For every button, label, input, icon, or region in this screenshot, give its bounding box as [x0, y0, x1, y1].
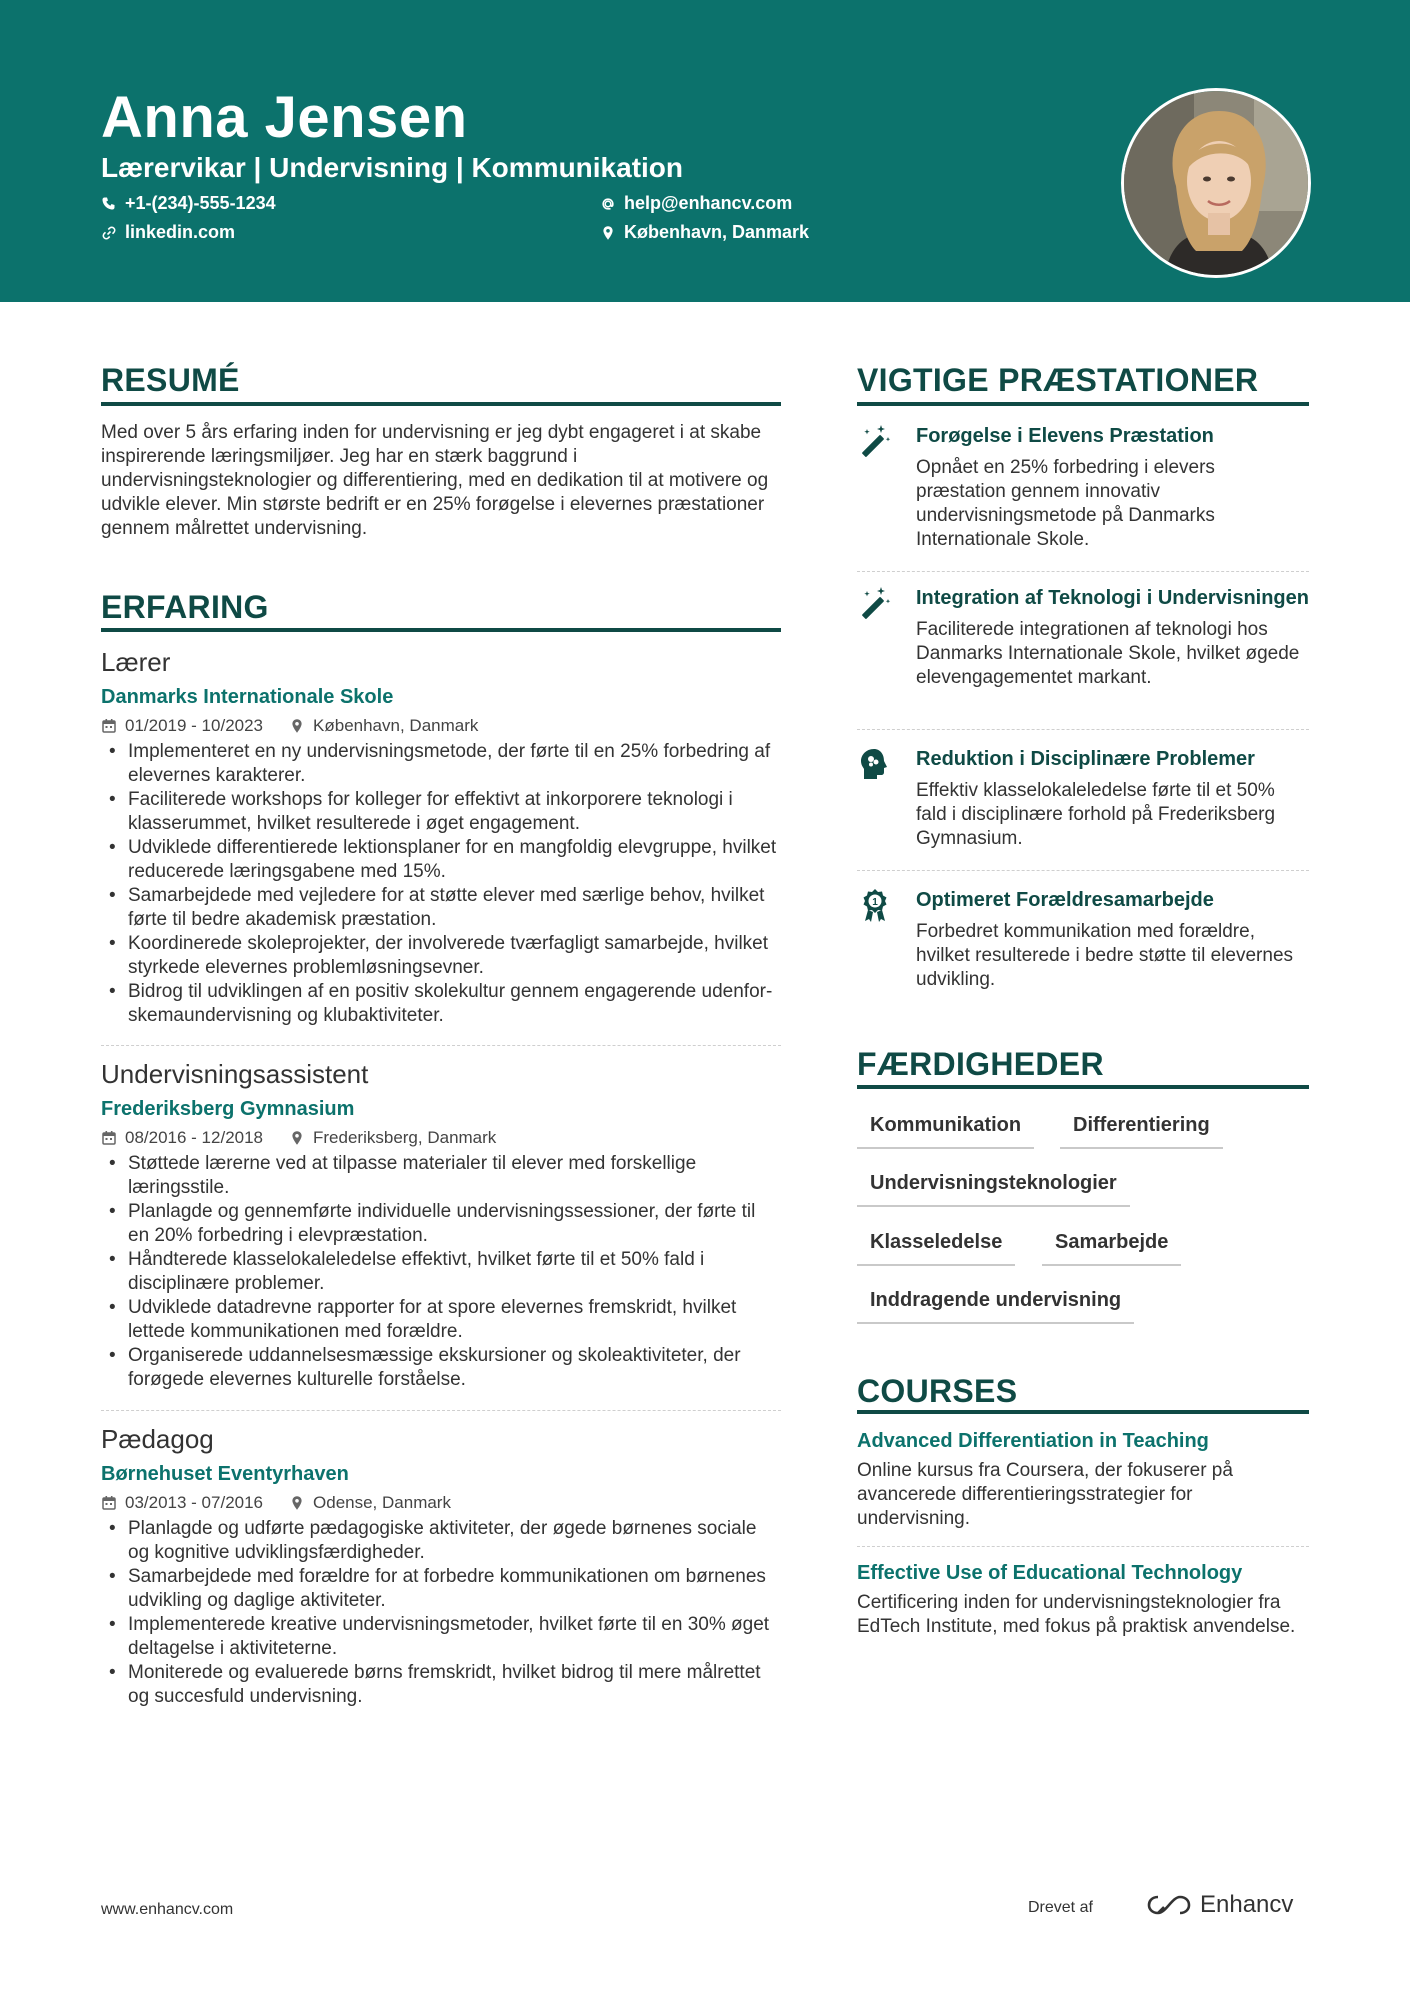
award-badge-icon: [857, 887, 893, 923]
achievement-item: [857, 746, 1309, 851]
job-company: Frederiksberg Gymnasium: [101, 1098, 355, 1120]
magic-wand-icon: [857, 585, 893, 621]
course-title: Advanced Differentiation in Teaching: [857, 1430, 1209, 1452]
skills-heading: FÆRDIGHEDER: [857, 1046, 1104, 1082]
summary-heading: RESUMÉ: [101, 362, 240, 398]
experience-rule: [101, 628, 781, 632]
job-entry: [101, 646, 781, 1028]
job-title: Lærer: [101, 647, 171, 677]
footer-brand-text: Enhancv: [1200, 1891, 1294, 1918]
bullet-item: • Faciliterede workshops for kolleger for effektivt at inkorporere teknologi i klasserummet, hvilket resulterede i øget engagement.: [101, 788, 781, 836]
achievement-item: [857, 887, 1309, 992]
bullet-item: • Samarbejdede med vejledere for at støtte elever med særlige behov, hvilket førte til bedre akademisk præstation.: [101, 884, 781, 932]
summary-text: Med over 5 års erfaring inden for undervisning er jeg dybt engageret i at skabe inspirerende læringsmiljøer. Jeg har en stærk baggrund i undervisningsteknologier og differentiering, med en dedikation til at motivere og udvikle elever. Min største bedrift er en 25% forøgelse i elevernes præstationer gennem målrettet undervisning.: [101, 422, 769, 539]
skill-tag: Kommunikation: [857, 1114, 1034, 1149]
achievement-divider: [857, 729, 1309, 730]
job-entry: [101, 1423, 781, 1709]
achievement-item: [857, 585, 1309, 690]
course-desc: Certificering inden for undervisningsteknologier fra EdTech Institute, med fokus på praktisk anvendelse.: [857, 1592, 1296, 1637]
candidate-subtitle: Lærervikar | Undervisning | Kommunikation: [101, 152, 684, 183]
job-company: Børnehuset Eventyrhaven: [101, 1463, 349, 1485]
job-dates: [101, 715, 263, 737]
achievement-title: Reduktion i Disciplinære Problemer: [916, 748, 1255, 770]
job-title: Undervisningsassistent: [101, 1059, 369, 1089]
skill-tag: Klasseledelse: [857, 1231, 1015, 1266]
job-title: Pædagog: [101, 1424, 214, 1454]
calendar-icon: [101, 1130, 117, 1146]
bullet-item: • Planlagde og gennemførte individuelle undervisningssessioner, der førte til en 20% forbedring i elevpræstation.: [101, 1200, 781, 1248]
experience-heading: ERFARING: [101, 589, 269, 625]
bullet-item: • Organiserede uddannelsesmæssige ekskursioner og skoleaktiviteter, der forøgede elevernes kulturelle forståelse.: [101, 1344, 781, 1392]
achievement-title: Optimeret Forældresamarbejde: [916, 889, 1214, 911]
job-location: [289, 1492, 451, 1514]
linkedin-text[interactable]: linkedin.com: [125, 222, 236, 242]
skill-tag: Inddragende undervisning: [857, 1289, 1134, 1324]
job-meta: [101, 715, 781, 737]
location-pin-icon: [289, 1130, 305, 1146]
achievement-title: Forøgelse i Elevens Præstation: [916, 425, 1214, 447]
magic-wand-icon: [857, 423, 893, 459]
job-dates: [101, 1127, 263, 1149]
calendar-icon: [101, 718, 117, 734]
job-bullets: [101, 1517, 781, 1709]
job-meta: [101, 1492, 781, 1514]
svg-text:1: 1: [872, 897, 878, 908]
job-location: [289, 1127, 496, 1149]
job-bullets: [101, 1152, 781, 1392]
job-location: [289, 715, 478, 737]
enhancv-logo-icon: [1146, 1893, 1192, 1917]
course-divider: [857, 1546, 1309, 1547]
job-dates-text: 01/2019 - 10/2023: [125, 716, 264, 735]
phone-contact: [101, 193, 276, 214]
bullet-item: • Bidrog til udviklingen af en positiv skolekultur gennem engagerende udenfor-skemaundervisning og klubaktiviteter.: [101, 980, 781, 1028]
location-pin-icon: [289, 718, 305, 734]
job-location-text: Odense, Danmark: [313, 1493, 451, 1512]
achievements-rule: [857, 402, 1309, 406]
achievement-desc: Forbedret kommunikation med forældre, hvilket resulterede i bedre støtte til elevernes udvikling.: [916, 921, 1294, 990]
skill-tag: Differentiering: [1060, 1114, 1223, 1149]
bullet-item: • Støttede lærerne ved at tilpasse materialer til elever med forskellige læringsstile.: [101, 1152, 781, 1200]
courses-heading: COURSES: [857, 1373, 1018, 1409]
phone-text[interactable]: +1-(234)-555-1234: [125, 193, 276, 213]
calendar-icon: [101, 1495, 117, 1511]
bullet-item: • Udviklede differentierede lektionsplaner for en mangfoldig elevgruppe, hvilket reducerede læringsgabene med 15%.: [101, 836, 781, 884]
location-pin-icon: [289, 1495, 305, 1511]
location-pin-icon: [600, 225, 616, 241]
job-bullets: [101, 740, 781, 1028]
location-text: København, Danmark: [624, 222, 810, 242]
job-meta: [101, 1127, 781, 1149]
header-banner: [0, 0, 1410, 302]
achievement-desc: Opnået en 25% forbedring i elevers præstation gennem innovativ undervisningsmetode på Danmarks Internationale Skole.: [916, 457, 1215, 550]
courses-rule: [857, 1410, 1309, 1414]
achievements-heading: VIGTIGE PRÆSTATIONER: [857, 362, 1259, 398]
job-location-text: København, Danmark: [313, 716, 479, 735]
email-text[interactable]: help@enhancv.com: [624, 193, 793, 213]
skill-tag: Samarbejde: [1042, 1231, 1181, 1266]
skills-rule: [857, 1085, 1309, 1089]
course-desc: Online kursus fra Coursera, der fokuserer på avancerede differentieringsstrategier for undervisning.: [857, 1460, 1233, 1529]
bullet-item: • Koordinerede skoleprojekter, der involverede tværfagligt samarbejde, hvilket styrkede elevernes problemløsningsevner.: [101, 932, 781, 980]
bullet-item: • Planlagde og udførte pædagogiske aktiviteter, der øgede børnenes sociale og kognitive udviklingsfærdigheder.: [101, 1517, 781, 1565]
achievement-title: Integration af Teknologi i Undervisningen: [916, 587, 1309, 609]
job-divider: [101, 1045, 781, 1046]
profile-photo: [1121, 88, 1311, 278]
bullet-item: • Implementerede kreative undervisningsmetoder, hvilket førte til en 30% øget deltagelse i aktiviteterne.: [101, 1613, 781, 1661]
footer-brand[interactable]: [1146, 1891, 1293, 1919]
footer-powered-by: Drevet af: [1028, 1899, 1093, 1916]
job-dates-text: 08/2016 - 12/2018: [125, 1128, 264, 1147]
head-brain-icon: [857, 746, 893, 782]
link-icon: [101, 225, 117, 241]
job-divider: [101, 1410, 781, 1411]
skill-tag: Undervisningsteknologier: [857, 1172, 1130, 1207]
job-dates-text: 03/2013 - 07/2016: [125, 1493, 264, 1512]
candidate-name: Anna Jensen: [101, 85, 468, 150]
achievement-item: [857, 423, 1309, 552]
bullet-item: • Implementeret en ny undervisningsmetode, der førte til en 25% forbedring af elevernes karakterer.: [101, 740, 781, 788]
location-contact: [600, 222, 809, 243]
achievement-divider: [857, 571, 1309, 572]
bullet-item: • Håndterede klasselokaleledelse effektivt, hvilket førte til et 50% fald i disciplinære problemer.: [101, 1248, 781, 1296]
job-company: Danmarks Internationale Skole: [101, 686, 394, 708]
at-icon: [600, 196, 616, 212]
achievement-desc: Faciliterede integrationen af teknologi hos Danmarks Internationale Skole, hvilket øgede elevengagementet markant.: [916, 619, 1300, 688]
job-location-text: Frederiksberg, Danmark: [313, 1128, 497, 1147]
bullet-item: • Udviklede datadrevne rapporter for at spore elevernes fremskridt, hvilket lettede kommunikationen med forældre.: [101, 1296, 781, 1344]
footer-url[interactable]: www.enhancv.com: [101, 1901, 234, 1918]
bullet-item: • Moniterede og evaluerede børns fremskridt, hvilket bidrog til mere målrettet og succesfuld undervisning.: [101, 1661, 781, 1709]
summary-rule: [101, 402, 781, 406]
job-dates: [101, 1492, 263, 1514]
bullet-item: • Samarbejdede med forældre for at forbedre kommunikationen om børnenes udvikling og daglige aktiviteter.: [101, 1565, 781, 1613]
course-title: Effective Use of Educational Technology: [857, 1562, 1243, 1584]
achievement-desc: Effektiv klasselokaleledelse førte til et 50% fald i disciplinære forhold på Frederiksberg Gymnasium.: [916, 780, 1276, 849]
linkedin-contact: [101, 222, 235, 243]
job-entry: [101, 1058, 781, 1392]
phone-icon: [101, 196, 117, 212]
email-contact: [600, 193, 792, 214]
achievement-divider: [857, 870, 1309, 871]
